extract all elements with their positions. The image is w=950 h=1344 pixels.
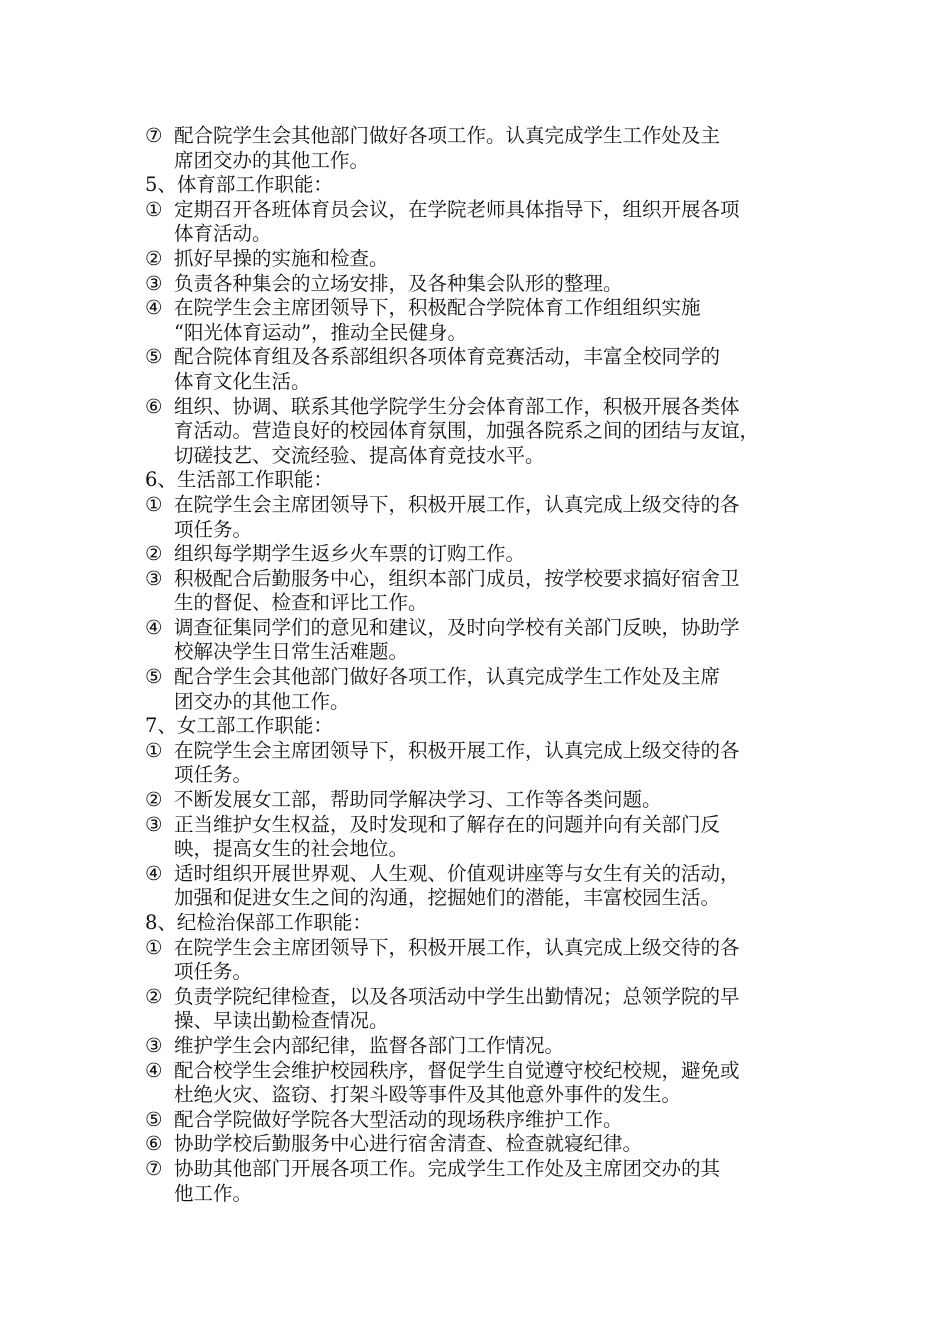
list-item bbox=[145, 665, 825, 714]
item-text-line: 杜绝火灾、盗窃、打架斗殴等事件及其他意外事件的发生。 bbox=[174, 1083, 682, 1107]
item-text-line: 在院学生会主席团领导下，积极开展工作，认真完成上级交待的各 bbox=[174, 738, 740, 762]
list-item bbox=[145, 1059, 825, 1108]
list-item bbox=[145, 345, 825, 394]
item-text-line: 项任务。 bbox=[174, 960, 253, 984]
list-item bbox=[145, 788, 825, 813]
list-item bbox=[145, 198, 825, 247]
item-text-line: 项任务。 bbox=[174, 763, 253, 787]
item-text-line: 配合院学生会其他部门做好各项工作。认真完成学生工作处及主 bbox=[174, 124, 721, 147]
list-item bbox=[145, 296, 825, 345]
section-heading: 6、生活部工作职能： bbox=[145, 468, 333, 492]
item-number: ⑤ bbox=[145, 345, 163, 369]
item-text-line: 维护学生会内部纪律，监督各部门工作情况。 bbox=[174, 1033, 565, 1057]
item-text-line: 配合院体育组及各系部组织各项体育竞赛活动，丰富全校同学的 bbox=[174, 345, 721, 369]
item-text-line: 协助其他部门开展各项工作。完成学生工作处及主席团交办的其 bbox=[174, 1156, 721, 1180]
list-item bbox=[145, 124, 825, 173]
list-item bbox=[145, 862, 825, 911]
item-text-line: 生的督促、检查和评比工作。 bbox=[174, 591, 428, 615]
item-number: ① bbox=[145, 492, 163, 516]
item-number: ④ bbox=[145, 861, 163, 885]
item-number: ③ bbox=[145, 566, 163, 590]
item-number: ③ bbox=[145, 271, 163, 295]
item-number: ④ bbox=[145, 615, 163, 639]
item-text-line: 负责各种集会的立场安排，及各种集会队形的整理。 bbox=[174, 271, 623, 295]
list-item bbox=[145, 1034, 825, 1059]
list-item bbox=[145, 1108, 825, 1133]
item-text-line: 体育活动。 bbox=[174, 222, 272, 246]
item-text-line: 配合学院做好学院各大型活动的现场秩序维护工作。 bbox=[174, 1107, 623, 1131]
item-text-line: 团交办的其他工作。 bbox=[174, 689, 350, 713]
item-text-line: 适时组织开展世界观、人生观、价值观讲座等与女生有关的活动， bbox=[174, 861, 740, 885]
item-number: ⑥ bbox=[145, 1132, 163, 1156]
item-number: ④ bbox=[145, 296, 163, 320]
item-text-line: 切磋技艺、交流经验、提高体育竞技水平。 bbox=[174, 443, 545, 467]
item-text-line: 在院学生会主席团领导下，积极配合学院体育工作组组织实施 bbox=[174, 296, 701, 320]
item-text-line: 映，提高女生的社会地位。 bbox=[174, 837, 409, 861]
item-text-line: 体育文化生活。 bbox=[174, 369, 311, 393]
item-number: ⑦ bbox=[145, 1156, 163, 1180]
item-number: ④ bbox=[145, 1058, 163, 1082]
item-number: ③ bbox=[145, 1033, 163, 1057]
list-item bbox=[145, 493, 825, 542]
section-heading: 5、体育部工作职能： bbox=[145, 173, 333, 197]
section-heading: 7、女工部工作职能： bbox=[145, 714, 333, 738]
item-number: ② bbox=[145, 246, 163, 270]
item-number: ⑥ bbox=[145, 394, 163, 418]
item-text-line: 抓好早操的实施和检查。 bbox=[174, 246, 389, 270]
item-text-line: 负责学院纪律检查，以及各项活动中学生出勤情况；总领学院的早 bbox=[174, 984, 740, 1008]
item-number: ⑤ bbox=[145, 1107, 163, 1131]
item-number: ③ bbox=[145, 812, 163, 836]
list-item bbox=[145, 985, 825, 1034]
item-number: ⑤ bbox=[145, 665, 163, 689]
item-text-line: 不断发展女工部，帮助同学解决学习、工作等各类问题。 bbox=[174, 788, 662, 812]
list-item bbox=[145, 936, 825, 985]
item-text-line: 席团交办的其他工作。 bbox=[174, 148, 370, 172]
item-text-line: 加强和促进女生之间的沟通，挖掘她们的潜能，丰富校园生活。 bbox=[174, 886, 721, 910]
item-number: ① bbox=[145, 935, 163, 959]
item-number: ⑦ bbox=[145, 124, 163, 147]
item-text-line: 协助学校后勤服务中心进行宿舍清查、检查就寝纪律。 bbox=[174, 1132, 643, 1156]
document-body bbox=[145, 124, 825, 1206]
section-heading: 8、纪检治保部工作职能： bbox=[145, 911, 372, 934]
item-text-line: 组织每学期学生返乡火车票的订购工作。 bbox=[174, 542, 526, 566]
list-item bbox=[145, 395, 825, 469]
list-item bbox=[145, 813, 825, 862]
list-item bbox=[145, 272, 825, 297]
item-text-line: 积极配合后勤服务中心，组织本部门成员，按学校要求搞好宿舍卫 bbox=[174, 566, 740, 590]
item-number: ② bbox=[145, 984, 163, 1008]
list-item bbox=[145, 739, 825, 788]
item-text-line: 定期召开各班体育员会议，在学院老师具体指导下，组织开展各项 bbox=[174, 197, 740, 221]
list-item bbox=[145, 1157, 825, 1206]
item-number: ① bbox=[145, 738, 163, 762]
item-text-line: 他工作。 bbox=[174, 1181, 253, 1205]
list-item bbox=[145, 567, 825, 616]
list-item bbox=[145, 1132, 825, 1157]
list-item bbox=[145, 616, 825, 665]
item-text-line: 正当维护女生权益，及时发现和了解存在的问题并向有关部门反 bbox=[174, 812, 721, 836]
list-item bbox=[145, 247, 825, 272]
item-text-line: 操、早读出勤检查情况。 bbox=[174, 1009, 389, 1033]
item-text-line: 校解决学生日常生活难题。 bbox=[174, 640, 409, 664]
item-number: ① bbox=[145, 197, 163, 221]
item-text-line: 在院学生会主席团领导下，积极开展工作，认真完成上级交待的各 bbox=[174, 935, 740, 959]
item-text-line: 项任务。 bbox=[174, 517, 253, 541]
item-text-line: 在院学生会主席团领导下，积极开展工作，认真完成上级交待的各 bbox=[174, 492, 740, 516]
item-text-line: 调查征集同学们的意见和建议，及时向学校有关部门反映，协助学 bbox=[174, 615, 740, 639]
item-text-line: 配合校学生会维护校园秩序，督促学生自觉遵守校纪校规，避免或 bbox=[174, 1058, 740, 1082]
item-text-line: 组织、协调、联系其他学院学生分会体育部工作，积极开展各类体 bbox=[174, 394, 740, 418]
item-text-line: 育活动。营造良好的校园体育氛围，加强各院系之间的团结与友谊， bbox=[174, 419, 760, 443]
item-text-line: 配合学生会其他部门做好各项工作，认真完成学生工作处及主席 bbox=[174, 665, 721, 689]
item-number: ② bbox=[145, 542, 163, 566]
item-text-line: “阳光体育运动”，推动全民健身。 bbox=[174, 320, 467, 344]
item-number: ② bbox=[145, 788, 163, 812]
list-item bbox=[145, 542, 825, 567]
